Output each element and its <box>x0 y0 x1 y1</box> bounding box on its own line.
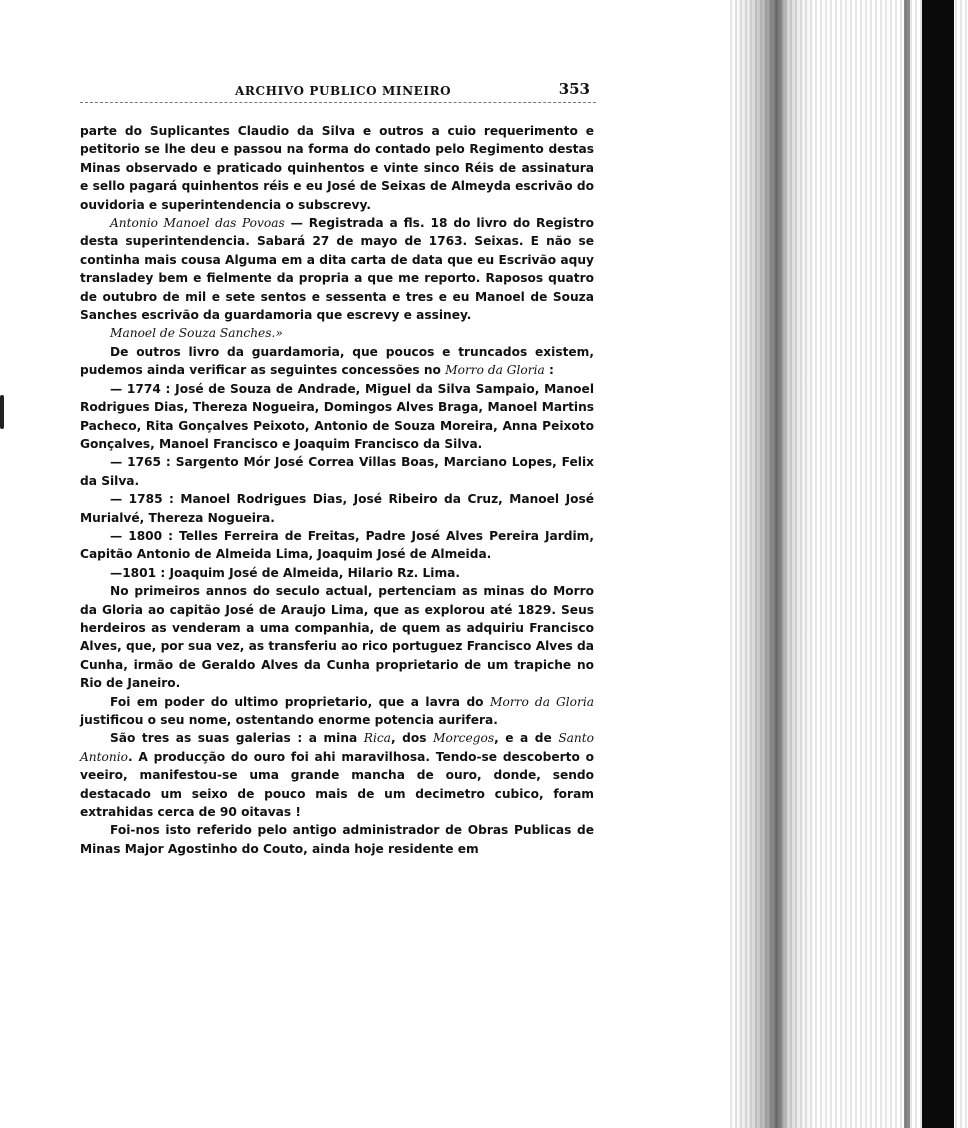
binding-edge <box>922 0 954 1128</box>
page-edge-mark <box>0 395 4 429</box>
paragraph <box>80 729 594 821</box>
paragraph <box>80 122 594 214</box>
header-rule <box>80 102 596 103</box>
paragraph-text: De outros livro da guardamoria, que poucos e truncados existem, pudemos ainda verificar as seguintes concessões no <box>80 344 594 378</box>
paragraph-text: , e a de <box>494 731 559 746</box>
paragraph-text: : <box>544 363 554 378</box>
paragraph <box>80 214 594 324</box>
signature-name: Antonio Manoel das Povoas <box>110 216 285 231</box>
concession-entry: — 1785 : Manoel Rodrigues Dias, José Ribeiro da Cruz, Manoel José Murialvé, Thereza Nogueira. <box>80 492 594 525</box>
concession-entry: — 1765 : Sargento Mór José Correa Villas Boas, Marciano Lopes, Felix da Silva. <box>80 455 594 488</box>
italic-term: Morcegos <box>433 731 495 746</box>
paragraph-text: , dos <box>390 731 433 746</box>
concession-entry: — 1774 : José de Souza de Andrade, Miguel da Silva Sampaio, Manoel Rodrigues Dias, Thereza Nogueira, Domingos Alves Braga, Manoel Martins Pacheco, Rita Gonçalves Peixoto, Antonio de Souza Moreira, Anna Peixoto Gonçalves, Manoel Francisco e Joaquim Francisco da Silva. <box>80 381 594 451</box>
italic-term: Morro da Gloria <box>445 363 545 378</box>
paragraph-text: — Registrada a fls. 18 do livro do Registro desta superintendencia. Sabará 27 de mayo de 1763. Seixas. E não se continha mais cousa Alguma em a dita carta de data que eu Escrivão aquy transladey bem e fielmente da propria a que me reporto. Raposos quatro de outubro de mil e sete sentos e sessenta e tres e eu Manoel de Souza Sanches escrivão da guardamoria que escrevy e assiney. <box>80 216 594 323</box>
paragraph-text: parte do Suplicantes Claudio da Silva e outros a cuio requerimento e petitorio se lhe deu e passou na forma do contado pelo Regimento destas Minas observado e praticado quinhentos e vinte sinco Réis de assinatura e sello pagará quinhentos réis e eu José de Seixas de Almeyda escrivão do ouvidoria e superintendencia o subscrevy. <box>80 124 594 212</box>
binding-shadow <box>904 0 910 1128</box>
paragraph: No primeiros annos do seculo actual, pertenciam as minas do Morro da Gloria ao capitão José de Araujo Lima, que as explorou até 1829. Seus herdeiros as venderam a uma companhia, de quem as adquiriu Francisco Alves, que, por sua vez, as transferiu ao rico portuguez Francisco Alves da Cunha, irmão de Geraldo Alves da Cunha proprietario de um trapiche no Rio de Janeiro. <box>80 584 594 691</box>
paragraph-text: Foi em poder do ultimo proprietario, que a lavra do <box>110 694 491 709</box>
italic-term: Rica <box>363 731 391 746</box>
paragraph-text: . A producção do ouro foi ahi maravilhosa. Tendo-se descoberto o veeiro, manifestou-se uma grande mancha de ouro, donde, sendo destacado um seixo de pouco mais de um decimetro cubico, foram extrahidas cerca de 90 oitavas ! <box>80 749 594 820</box>
page-number: 353 <box>558 80 590 98</box>
paragraph <box>80 343 594 380</box>
paragraph: Foi-nos isto referido pelo antigo administrador de Obras Publicas de Minas Major Agostinho do Couto, ainda hoje residente em <box>80 823 594 856</box>
paragraph-text: São tres as suas galerias : a mina <box>110 731 364 746</box>
paragraph-text: justificou o seu nome, ostentando enorme potencia aurifera. <box>80 713 498 727</box>
running-title: ARCHIVO PUBLICO MINEIRO <box>235 84 452 98</box>
running-head <box>80 80 595 100</box>
italic-term: Santo Antonio <box>80 731 595 764</box>
paragraph <box>80 693 594 730</box>
text-column <box>80 122 594 858</box>
concession-entry: — 1800 : Telles Ferreira de Freitas, Padre José Alves Pereira Jardim, Capitão Antonio de Almeida Lima, Joaquim José de Almeida. <box>80 528 594 562</box>
italic-term: Morro da Gloria <box>490 694 594 709</box>
concession-entry: —1801 : Joaquim José de Almeida, Hilario Rz. Lima. <box>110 565 461 580</box>
signature: Manoel de Souza Sanches.» <box>110 326 283 341</box>
